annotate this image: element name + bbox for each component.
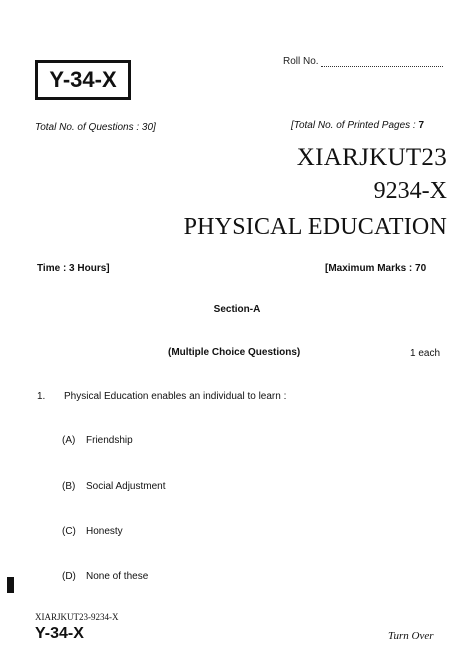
option-a xyxy=(62,435,133,446)
option-label: (A) xyxy=(62,435,76,446)
marks-each: 1 each xyxy=(410,348,441,359)
footer-series: Y-34-X xyxy=(35,625,84,642)
roll-no-blank xyxy=(321,56,443,67)
roll-no-label: Roll No. xyxy=(283,56,319,67)
option-b xyxy=(62,481,166,492)
option-text: Social Adjustment xyxy=(86,481,166,492)
series-code: XIARJKUT23 xyxy=(296,144,447,171)
option-d xyxy=(62,571,148,582)
paper-code-box: Y-34-X xyxy=(35,60,131,100)
option-text: None of these xyxy=(86,571,149,582)
footer-code: XIARJKUT23-9234-X xyxy=(35,612,119,622)
option-label: (D) xyxy=(62,571,76,582)
turn-over-note: Turn Over xyxy=(388,630,434,642)
printed-pages xyxy=(291,120,424,131)
option-label: (B) xyxy=(62,481,76,492)
paper-code: 9234-X xyxy=(373,178,447,204)
roll-no-field xyxy=(283,56,443,67)
printed-pages-label: [Total No. of Printed Pages : xyxy=(291,120,419,131)
option-label: (C) xyxy=(62,526,76,537)
section-title: Section-A xyxy=(213,304,261,315)
question-number: 1. xyxy=(37,391,46,402)
total-questions: Total No. of Questions : 30] xyxy=(35,122,156,133)
question-text: Physical Education enables an individual to learn : xyxy=(64,391,287,402)
printed-pages-value: 7 xyxy=(418,120,425,131)
section-subtitle: (Multiple Choice Questions) xyxy=(168,347,301,358)
option-text: Honesty xyxy=(86,526,123,537)
option-c xyxy=(62,526,123,537)
maximum-marks: [Maximum Marks : 70 xyxy=(325,263,427,274)
subject-title: PHYSICAL EDUCATION xyxy=(183,214,447,240)
scan-marker xyxy=(7,577,14,593)
exam-time: Time : 3 Hours] xyxy=(37,263,110,274)
option-text: Friendship xyxy=(86,435,133,446)
